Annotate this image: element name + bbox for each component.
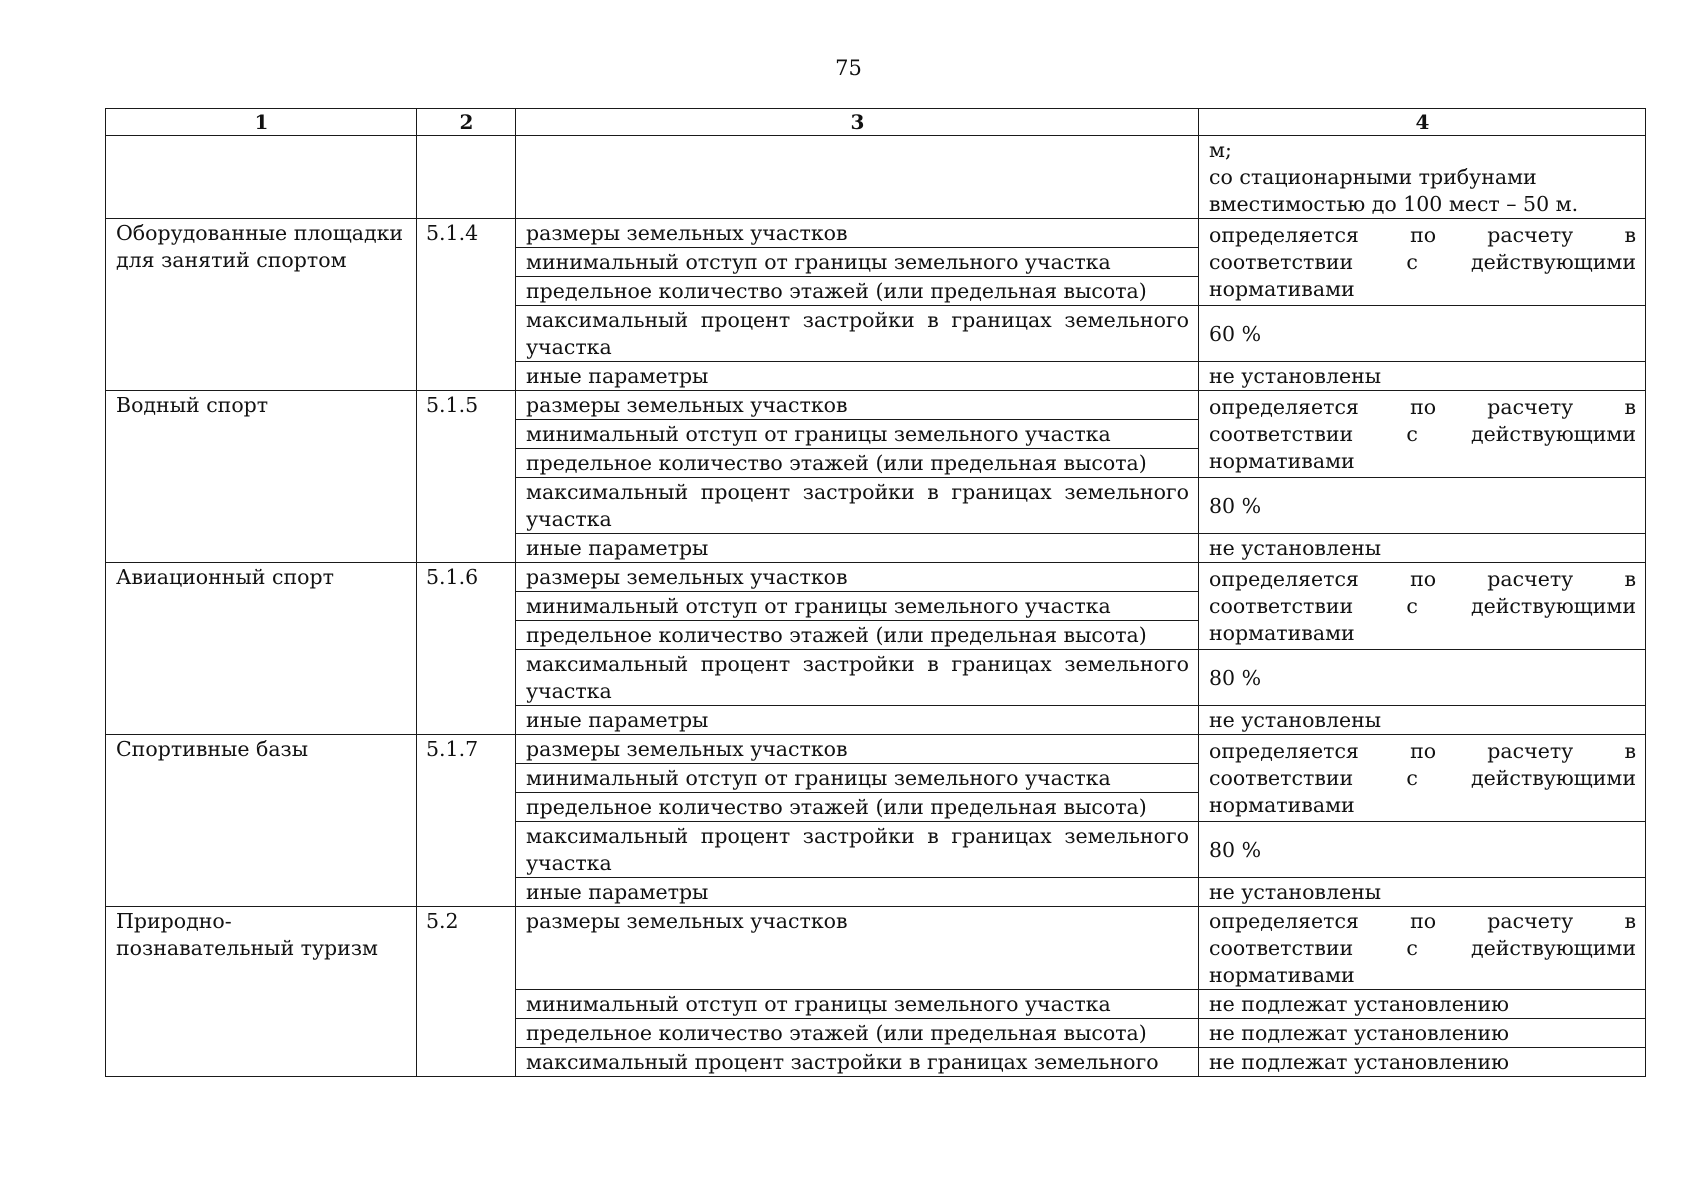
value-cell-percent: 80 % — [1199, 478, 1646, 534]
value-cell-percent: 80 % — [1199, 650, 1646, 706]
parameter-cell: размеры земельных участков — [516, 219, 1199, 248]
parameter-cell: размеры земельных участков — [516, 735, 1199, 764]
value-cell: определяется по расчету в соответствии с действующими нормативами — [1199, 907, 1646, 990]
activity-name-cell: Авиационный спорт — [106, 563, 417, 735]
parameter-cell: предельное количество этажей (или предельная высота) — [516, 277, 1199, 306]
parameter-cell: предельное количество этажей (или предельная высота) — [516, 793, 1199, 822]
continuation-value-cell — [1199, 136, 1646, 219]
parameter-cell: предельное количество этажей (или предельная высота) — [516, 621, 1199, 650]
value-cell: не подлежат установлению — [1199, 1048, 1646, 1077]
parameter-cell: минимальный отступ от границы земельного участка — [516, 248, 1199, 277]
value-cell-other: не установлены — [1199, 362, 1646, 391]
column-header-1: 1 — [106, 109, 417, 136]
activity-code-cell: 5.1.7 — [417, 735, 516, 907]
column-header-4: 4 — [1199, 109, 1646, 136]
value-cell-calculated: определяется по расчету в соответствии с действующими нормативами — [1199, 219, 1646, 306]
parameter-cell: размеры земельных участков — [516, 563, 1199, 592]
parameter-cell: максимальный процент застройки в границах земельного участка — [516, 306, 1199, 362]
parameter-cell: минимальный отступ от границы земельного участка — [516, 764, 1199, 793]
parameter-cell: минимальный отступ от границы земельного участка — [516, 592, 1199, 621]
value-cell-percent: 60 % — [1199, 306, 1646, 362]
activity-code-cell: 5.1.6 — [417, 563, 516, 735]
parameter-cell: размеры земельных участков — [516, 391, 1199, 420]
page-number: 75 — [835, 56, 862, 80]
value-cell-calculated: определяется по расчету в соответствии с действующими нормативами — [1199, 563, 1646, 650]
value-cell-calculated: определяется по расчету в соответствии с действующими нормативами — [1199, 391, 1646, 478]
value-cell-other: не установлены — [1199, 706, 1646, 735]
activity-name-cell: Природно-познавательный туризм — [106, 907, 417, 1077]
continuation-name-cell — [106, 136, 417, 219]
activity-name-cell: Водный спорт — [106, 391, 417, 563]
table-row — [106, 563, 1646, 592]
parameter-cell: максимальный процент застройки в границах земельного участка — [516, 650, 1199, 706]
continuation-line: со стационарными трибунами — [1209, 165, 1537, 189]
parameter-cell: иные параметры — [516, 362, 1199, 391]
parameter-cell: максимальный процент застройки в границах земельного участка — [516, 478, 1199, 534]
regulations-table — [105, 108, 1646, 1077]
activity-code-cell: 5.2 — [417, 907, 516, 1077]
parameter-cell: иные параметры — [516, 706, 1199, 735]
parameter-cell: иные параметры — [516, 534, 1199, 563]
table-row — [106, 219, 1646, 248]
parameter-cell: минимальный отступ от границы земельного участка — [516, 990, 1199, 1019]
value-cell: не подлежат установлению — [1199, 990, 1646, 1019]
continuation-line: м; — [1209, 138, 1232, 162]
continuation-row — [106, 136, 1646, 219]
table-row — [106, 735, 1646, 764]
value-cell-other: не установлены — [1199, 534, 1646, 563]
table-body — [106, 136, 1646, 1077]
activity-name-cell: Оборудованные площадки для занятий спортом — [106, 219, 417, 391]
parameter-cell: минимальный отступ от границы земельного участка — [516, 420, 1199, 449]
parameter-cell: предельное количество этажей (или предельная высота) — [516, 449, 1199, 478]
column-header-2: 2 — [417, 109, 516, 136]
parameter-cell: предельное количество этажей (или предельная высота) — [516, 1019, 1199, 1048]
continuation-param-cell — [516, 136, 1199, 219]
table-row — [106, 907, 1646, 990]
parameter-cell: максимальный процент застройки в границах земельного участка — [516, 822, 1199, 878]
parameter-cell: максимальный процент застройки в границах земельного — [516, 1048, 1199, 1077]
parameter-cell: размеры земельных участков — [516, 907, 1199, 990]
column-header-3: 3 — [516, 109, 1199, 136]
parameter-cell: иные параметры — [516, 878, 1199, 907]
continuation-code-cell — [417, 136, 516, 219]
continuation-line: вместимостью до 100 мест – 50 м. — [1209, 192, 1579, 216]
activity-name-cell: Спортивные базы — [106, 735, 417, 907]
value-cell-other: не установлены — [1199, 878, 1646, 907]
value-cell-percent: 80 % — [1199, 822, 1646, 878]
activity-code-cell: 5.1.4 — [417, 219, 516, 391]
value-cell: не подлежат установлению — [1199, 1019, 1646, 1048]
activity-code-cell: 5.1.5 — [417, 391, 516, 563]
value-cell-calculated: определяется по расчету в соответствии с действующими нормативами — [1199, 735, 1646, 822]
table-header-row — [106, 109, 1646, 136]
table-row — [106, 391, 1646, 420]
regulations-table-container — [105, 108, 1645, 1077]
